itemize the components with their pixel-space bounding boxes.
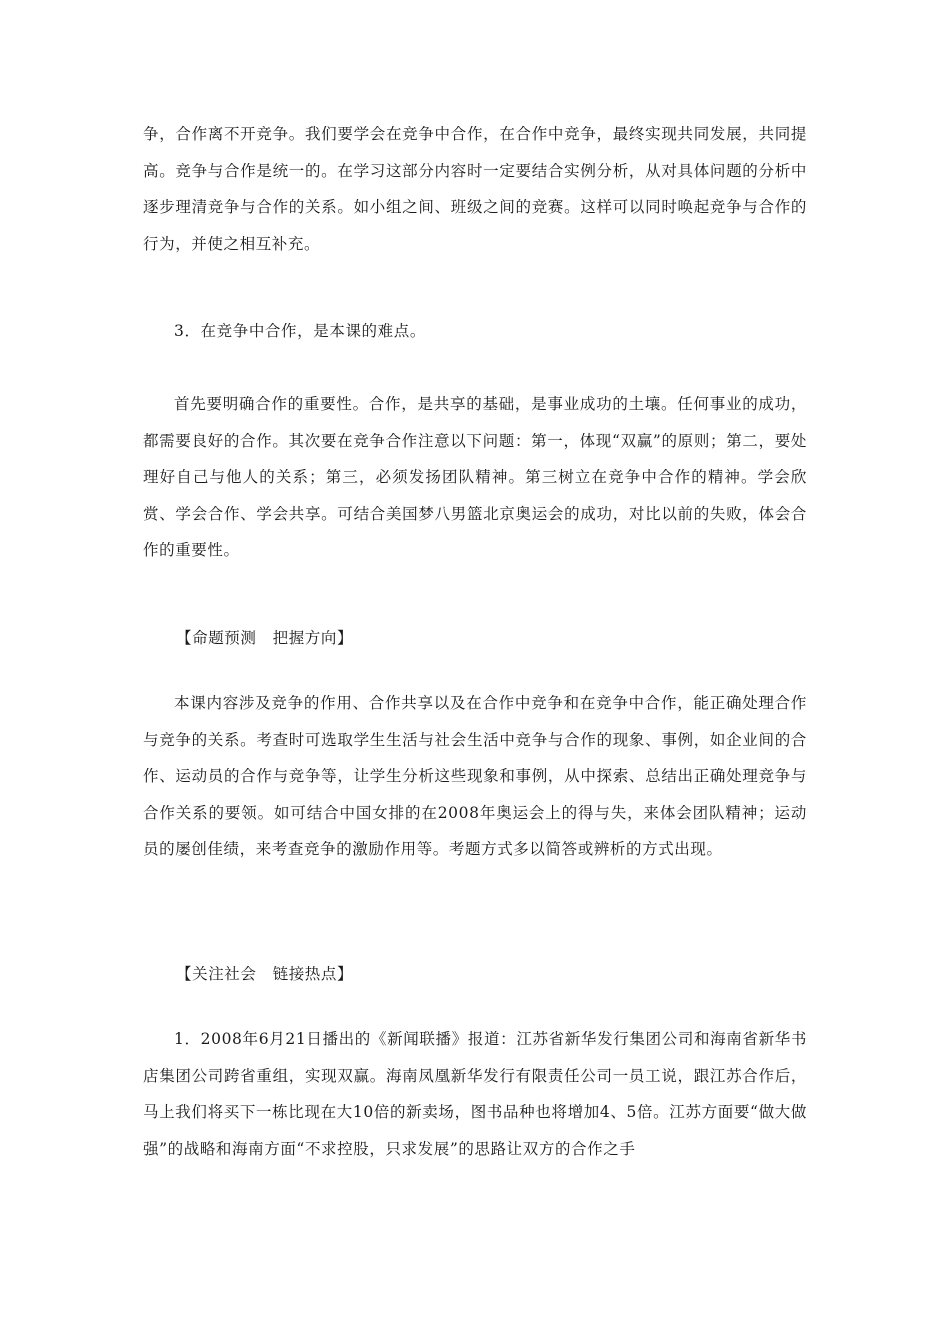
paragraph-importance-of-cooperation: 首先要明确合作的重要性。合作，是共享的基础，是事业成功的土壤。任何事业的成功，都需要良好的合作。其次要在竞争合作注意以下问题：第一，体现“双赢”的原则；第二，要处理好自己与他人的关系；第三，必须发扬团队精神。第三树立在竞争中合作的精神。学会欣赏、学会合作、学会共享。可结合美国梦八男篮北京奥运会的成功，对比以前的失败，体会合作的重要性。 xyxy=(143,395,807,559)
section-heading-exam-prediction: 【命题预测 把握方向】 xyxy=(176,629,354,647)
paragraph-exam-prediction: 本课内容涉及竞争的作用、合作共享以及在合作中竞争和在竞争中合作，能正确处理合作与竞争的关系。考查时可选取学生生活与社会生活中竞争与合作的现象、事例，如企业间的合作、运动员的合作与竞争等，让学生分析这些现象和事例，从中探索、总结出正确处理竞争与合作关系的要领。如可结合中国女排的在2008年奥运会上的得与失，来体会团队精神；运动员的屡创佳绩，来考查竞争的激励作用等。考题方式多以简答或辨析的方式出现。 xyxy=(143,694,807,858)
paragraph-difficulty-point: 3．在竞争中合作，是本课的难点。 xyxy=(174,322,426,340)
paragraph-competition-cooperation-unity: 争，合作离不开竞争。我们要学会在竞争中合作，在合作中竞争，最终实现共同发展，共同提高。竞争与合作是统一的。在学习这部分内容时一定要结合实例分析，从对具体问题的分析中逐步理清竞争与合作的关系。如小组之间、班级之间的竞赛。这样可以同时唤起竞争与合作的行为，并使之相互补充。 xyxy=(143,125,807,253)
section-heading-social-hotspots: 【关注社会 链接热点】 xyxy=(176,965,354,983)
paragraph-news-example: 1．2008年6月21日播出的《新闻联播》报道：江苏省新华发行集团公司和海南省新华书店集团公司跨省重组，实现双赢。海南凤凰新华发行有限责任公司一员工说，跟江苏合作后，马上我们将买下一栋比现在大10倍的新卖场，图书品种也将增加4、5倍。江苏方面要“做大做强”的战略和海南方面“不求控股，只求发展”的思路让双方的合作之手 xyxy=(143,1030,807,1158)
